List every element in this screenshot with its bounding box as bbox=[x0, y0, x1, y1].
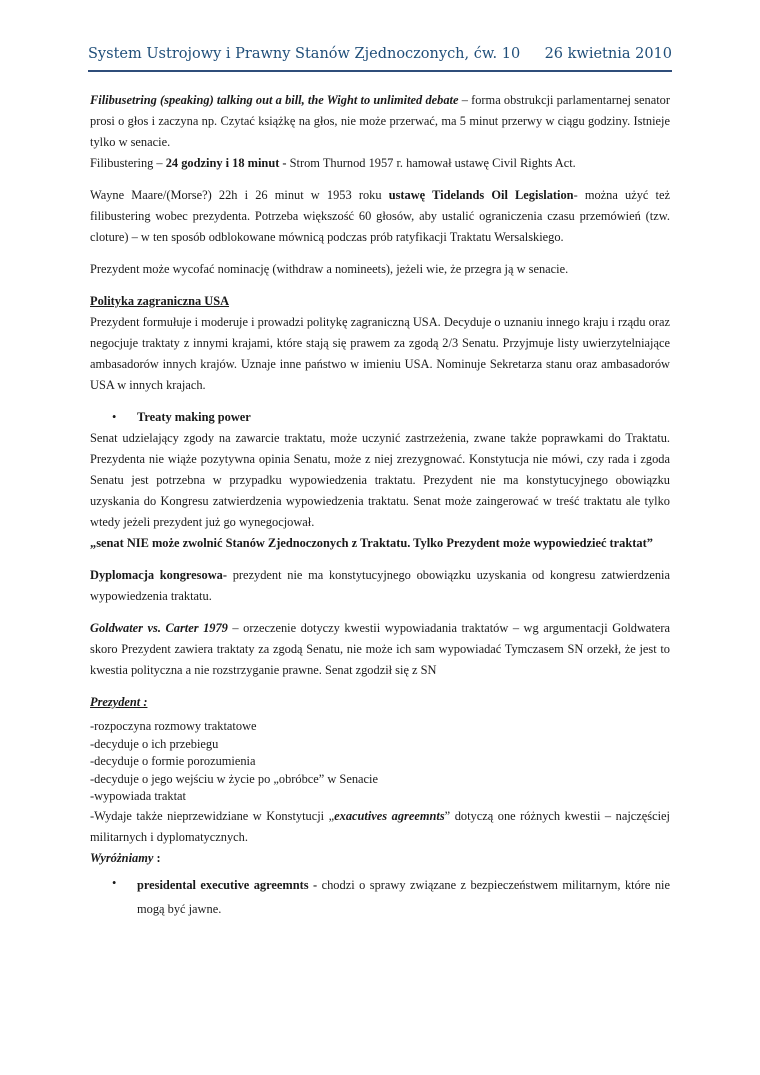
page-header bbox=[88, 44, 672, 72]
goldwater-text: – orzeczenie dotyczy kwestii wypowiadania traktatów – wg argumentacji Goldwatera skoro Prezydent zawiera traktaty za zgodą Senatu, nie może ich sam wypowiadać Tymczasem SN orzekł, że jest to kwestia polityczna a nie rozstrzyganie prawne. Senat zgodził się z SN bbox=[90, 621, 671, 677]
paragraph-morse bbox=[90, 185, 670, 248]
distinguish-colon: : bbox=[153, 850, 161, 865]
president-item: -wypowiada traktat bbox=[90, 789, 186, 803]
paragraph-congressional-diplomacy bbox=[90, 565, 670, 607]
bullet-treaty-making bbox=[90, 407, 670, 428]
section-heading-president bbox=[90, 692, 670, 713]
bullet-treaty-label: Treaty making power bbox=[137, 410, 251, 424]
bullet-presidential-text bbox=[137, 873, 670, 921]
morse-intro: Wayne Maare/(Morse?) 22h i 26 minut w 1953 roku bbox=[90, 188, 389, 202]
president-item: -decyduje o jego wejściu w życie po „obróbce” w Senacie bbox=[90, 771, 378, 786]
thurmond-label: Filibustering – bbox=[90, 156, 166, 170]
presidential-agreements-term: presidental executive agreemnts - bbox=[137, 877, 318, 892]
goldwater-case: Goldwater vs. Carter 1979 bbox=[90, 621, 228, 635]
header-date: 26 kwietnia 2010 bbox=[544, 46, 672, 62]
document-body bbox=[90, 90, 670, 921]
congressional-diplomacy-text: prezydent nie ma konstytucyjnego obowiązku uzyskania od kongresu zatwierdzenia wypowiedzenia traktatu. bbox=[90, 568, 670, 603]
bullet-presidential-agreements bbox=[90, 873, 670, 921]
distinguish-label bbox=[90, 848, 670, 869]
section-heading-foreign-policy: Polityka zagraniczna USA bbox=[90, 294, 230, 308]
paragraph-senate-consent: Senat udzielający zgody na zawarcie traktatu, może uczynić zastrzeżenia, zwane także poprawkami do Traktatu. Prezydenta nie wiąże pozytywna opinia Senatu, może z niej zrezygnować. Konstytucja nie mówi, czy rada i zgoda Senatu jest potrzebna w przypadku wypowiedzenia traktatu. Prezydent nie ma konstytucyjnego obowiązku uzyskania do Kongresu zatwierdzenia wypowiedzenia traktatu. Senat może zaingerować w treść traktatu ale tylko wtedy jeżeli prezydent już go wynegocjował. bbox=[90, 431, 670, 529]
bullet-icon: • bbox=[112, 410, 117, 424]
president-item: -rozpoczyna rozmowy traktatowe bbox=[90, 719, 257, 733]
filibustering-term: Filibusetring (speaking) talking out a bill, the Wight to unlimited debate bbox=[90, 93, 459, 107]
distinguish-text: Wyróżniamy bbox=[90, 850, 154, 865]
paragraph-goldwater bbox=[90, 618, 670, 681]
paragraph-thurmond bbox=[90, 153, 670, 174]
paragraph-filibustering bbox=[90, 90, 670, 153]
quote-senate bbox=[90, 533, 670, 554]
filibustering-text: – forma obstrukcji parlamentarnej senator prosi o głos i zaczyna np. Czytać książkę na głos, nie może przerwać, ma 5 minut przerwy w ciągu godziny. Istnieje tylko w senacie. bbox=[90, 93, 670, 149]
president-heading-text: Prezydent : bbox=[90, 695, 148, 709]
thurmond-duration: 24 godziny i 18 minut - bbox=[165, 156, 290, 170]
thurmond-text: Strom Thurnod 1957 r. hamował ustawę Civil Rights Act. bbox=[289, 156, 576, 170]
header-title: System Ustrojowy i Prawny Stanów Zjednoczonych, ćw. 10 bbox=[88, 46, 521, 62]
paragraph-nomination: Prezydent może wycofać nominację (withdraw a nomineets), jeżeli wie, że przegra ją w senacie. bbox=[90, 262, 569, 276]
presidential-agreements-text: chodzi o sprawy związane z bezpieczeństwem militarnym, które nie mogą być jawne. bbox=[137, 877, 670, 916]
president-item-agreements bbox=[90, 806, 670, 848]
president-item: -decyduje o ich przebiegu bbox=[90, 736, 219, 751]
bullet-icon: • bbox=[112, 875, 117, 890]
paragraph-foreign-policy: Prezydent formułuje i moderuje i prowadzi politykę zagraniczną USA. Decyduje o uznaniu innego kraju i rządu oraz negocjuje traktaty z innymi krajami, które stają się prawem za zgodą 2/3 Senatu. Przyjmuje listy uwierzytelniające ambasadorów innych krajów. Uznaje inne państwo w imieniu USA. Nominuje Sekretarza stanu oraz ambasadorów USA w innych krajach. bbox=[90, 315, 670, 392]
congressional-diplomacy-term: Dyplomacja kongresowa- bbox=[90, 568, 227, 582]
quote-text: „senat NIE może zwolnić Stanów Zjednoczonych z Traktatu. Tylko Prezydent może wypowiedzieć traktat” bbox=[90, 536, 653, 550]
agreements-term: exacutives agreemnts bbox=[334, 808, 445, 823]
president-item: -decyduje o formie porozumienia bbox=[90, 754, 256, 768]
agreements-intro: -Wydaje także nieprzewidziane w Konstytucji „ bbox=[90, 808, 335, 823]
morse-act: ustawę Tidelands Oil Legislation bbox=[388, 188, 574, 202]
agreements-text: ” dotyczą one różnych kwestii – najczęściej militarnych i dyplomatycznych. bbox=[90, 808, 670, 844]
morse-text: - można użyć też filibustering wobec prezydenta. Potrzeba większość 60 głosów, aby ustalić ograniczenia czasu przemówień (tzw. cloture) – w ten sposób odblokowane mównicą podczas prób ratyfikacji Traktatu Wersalskiego. bbox=[90, 188, 670, 244]
